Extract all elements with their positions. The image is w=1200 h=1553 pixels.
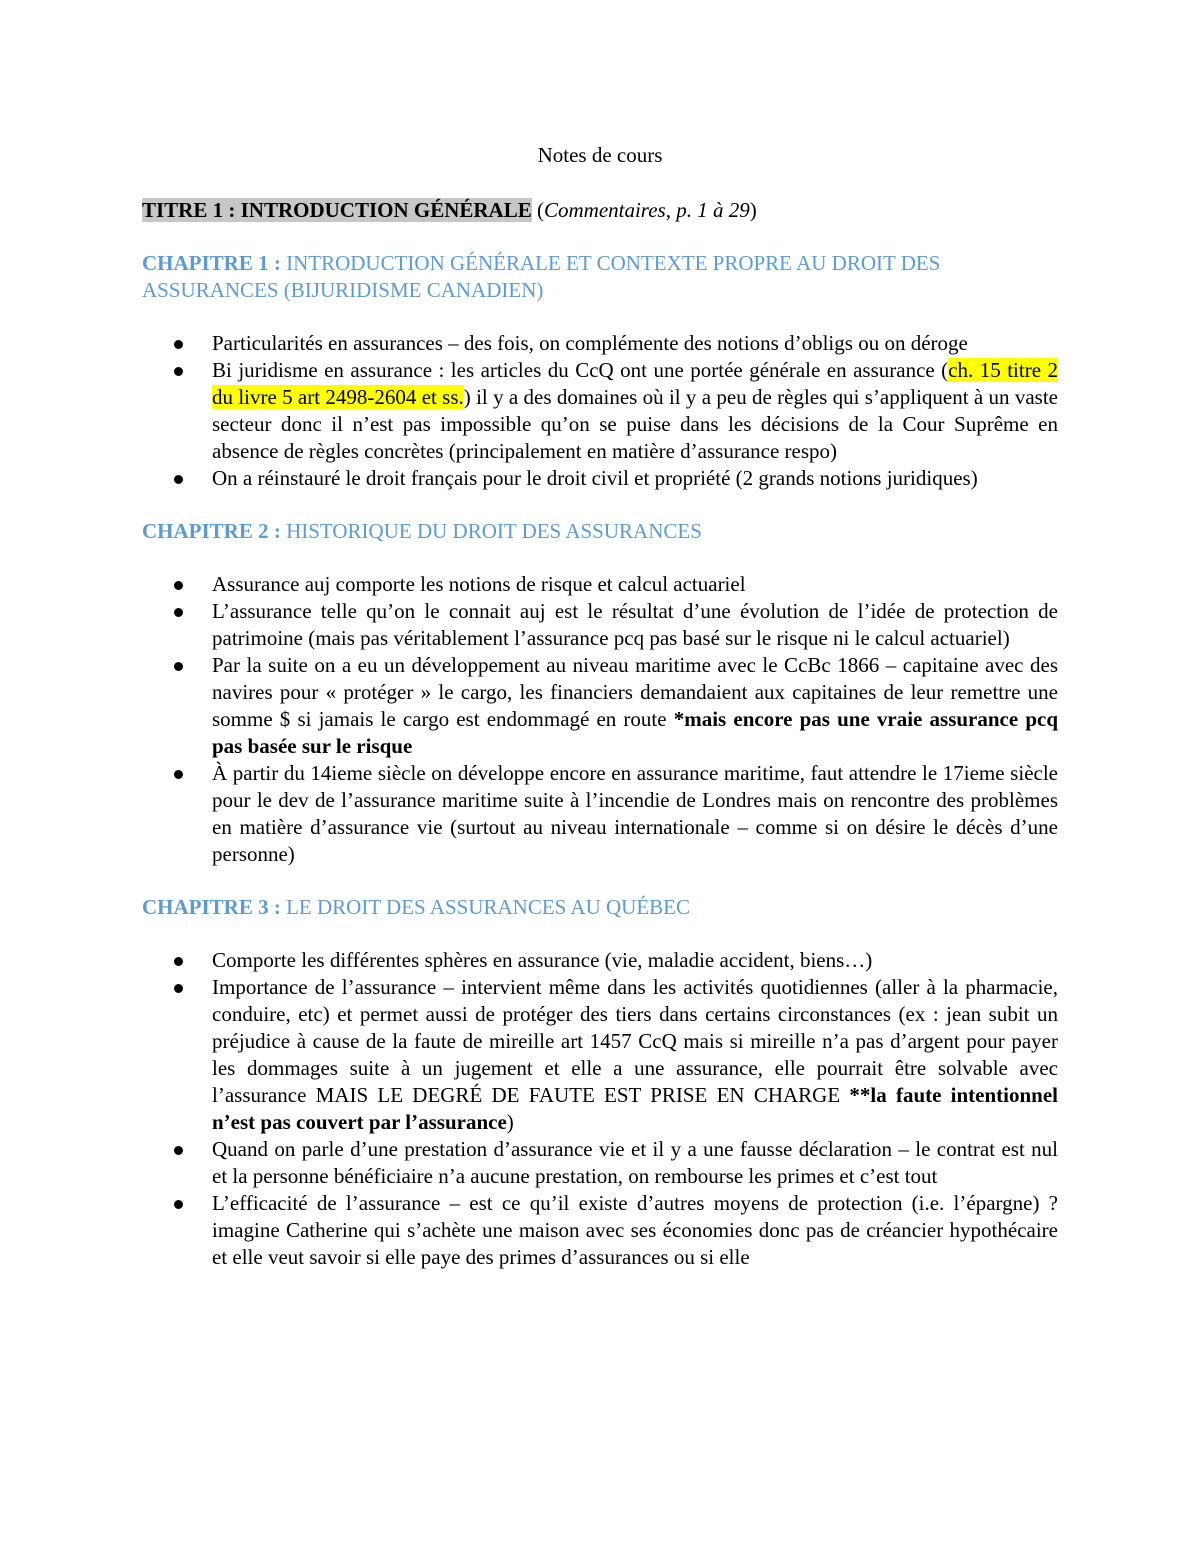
bold-note: **la faute intentionnel n’est pas couvert par l’assurance bbox=[212, 1083, 1058, 1134]
list-item-text: Bi juridisme en assurance : les articles du CcQ ont une portée générale en assurance ( bbox=[212, 358, 949, 382]
titre-ref: Commentaires, p. 1 à 29 bbox=[543, 198, 750, 222]
bullet-icon bbox=[174, 608, 183, 617]
list-item-text: Importance de l’assurance – intervient même dans les activités quotidiennes (aller à la pharmacie, conduire, etc) et permet aussi de protéger des tiers dans certains circonstances (ex : jean subit un préjudice à cause de la faute de mireille art 1457 CcQ mais si mireille n’a pas d’argent pour payer les dommages suite à un jugement et elle a une assurance, elle pourrait être solvable avec l’assurance MAIS LE DEGRÉ DE FAUTE EST PRISE EN CHARGE bbox=[212, 975, 1058, 1107]
list-item bbox=[142, 1190, 1058, 1271]
bullet-icon bbox=[174, 662, 183, 671]
bold-note: *mais encore pas une vraie assurance pcq pas basée sur le risque bbox=[212, 707, 1059, 758]
bullet-icon bbox=[174, 581, 183, 590]
bullet-icon bbox=[174, 340, 183, 349]
chapter-3-heading bbox=[142, 894, 1058, 921]
bullet-icon bbox=[174, 984, 183, 993]
chapter-1-heading bbox=[142, 250, 1058, 304]
titre-ref-open: ( bbox=[531, 198, 544, 222]
list-item-text: Par la suite on a eu un développement au niveau maritime avec le CcBc 1866 – capitaine avec des navires pour « protéger » le cargo, les financiers demandaient aux capitaines de leur remettre une somme $ si jamais le cargo est endommagé en route bbox=[212, 653, 1058, 731]
list-item-text: L’efficacité de l’assurance – est ce qu’il existe d’autres moyens de protection (i.e. l’épargne) ? imagine Catherine qui s’achète une maison avec ses économies donc pas de créancier hypothécaire et elle veut savoir si elle paye des primes d’assurances ou si elle bbox=[212, 1191, 1058, 1269]
bullet-icon bbox=[174, 367, 183, 376]
chapter-1-text: INTRODUCTION GÉNÉRALE ET CONTEXTE PROPRE AU DROIT DES ASSURANCES (BIJURIDISME CANADIEN) bbox=[142, 251, 941, 302]
document-page bbox=[142, 142, 1058, 1271]
list-item bbox=[142, 760, 1058, 868]
highlighted-reference: ch. 15 titre 2 du livre 5 art 2498-2604 et ss. bbox=[212, 358, 1058, 409]
list-item bbox=[142, 465, 1058, 492]
titre-label: TITRE 1 : INTRODUCTION GÉNÉRALE bbox=[142, 198, 532, 222]
chapter-2-list bbox=[142, 571, 1058, 868]
list-item bbox=[142, 652, 1058, 760]
list-item-text: On a réinstauré le droit français pour le droit civil et propriété (2 grands notions juridiques) bbox=[212, 466, 978, 490]
chapter-2-heading bbox=[142, 518, 1058, 545]
document-title: Notes de cours bbox=[537, 143, 663, 167]
list-item bbox=[142, 357, 1058, 465]
chapter-3-list bbox=[142, 947, 1058, 1271]
bullet-icon bbox=[174, 475, 183, 484]
titre-heading bbox=[142, 197, 1058, 224]
list-item-text: Assurance auj comporte les notions de risque et calcul actuariel bbox=[212, 572, 746, 596]
list-item-text: ) bbox=[506, 1110, 514, 1134]
list-item-text: À partir du 14ieme siècle on développe encore en assurance maritime, faut attendre le 17ieme siècle pour le dev de l’assurance maritime suite à l’incendie de Londres mais on rencontre des problèmes en matière d’assurance vie (surtout au niveau internationale – comme si on désire le décès d’une personne) bbox=[212, 761, 1058, 866]
chapter-1-label: CHAPITRE 1 : bbox=[142, 251, 281, 275]
list-item-text: Quand on parle d’une prestation d’assurance vie et il y a une fausse déclaration – le contrat est nul et la personne bénéficiaire n’a aucune prestation, on rembourse les primes et c’est tout bbox=[212, 1137, 1058, 1188]
bullet-icon bbox=[174, 957, 183, 966]
bullet-icon bbox=[174, 770, 183, 779]
chapter-1-list bbox=[142, 330, 1058, 492]
list-item-text: Comporte les différentes sphères en assurance (vie, maladie accident, biens…) bbox=[212, 948, 873, 972]
list-item bbox=[142, 974, 1058, 1136]
titre-ref-close: ) bbox=[749, 198, 757, 222]
list-item-text: L’assurance telle qu’on le connait auj est le résultat d’une évolution de l’idée de protection de patrimoine (mais pas véritablement l’assurance pcq pas basé sur le risque ni le calcul actuariel) bbox=[212, 599, 1058, 650]
chapter-2-text: HISTORIQUE DU DROIT DES ASSURANCES bbox=[280, 519, 702, 543]
list-item bbox=[142, 598, 1058, 652]
list-item bbox=[142, 330, 1058, 357]
chapter-3-text: LE DROIT DES ASSURANCES AU QUÉBEC bbox=[280, 895, 691, 919]
list-item bbox=[142, 571, 1058, 598]
list-item bbox=[142, 947, 1058, 974]
chapter-3-label: CHAPITRE 3 : bbox=[142, 895, 281, 919]
list-item-text: ) il y a des domaines où il y a peu de règles qui s’appliquent à un vaste secteur donc il n’est pas impossible qu’on se puise dans les décisions de la Cour Suprême en absence de règles concrètes (principalement en matière d’assurance respo) bbox=[212, 385, 1058, 463]
bullet-icon bbox=[174, 1146, 183, 1155]
list-item bbox=[142, 1136, 1058, 1190]
chapter-2-label: CHAPITRE 2 : bbox=[142, 519, 281, 543]
list-item-text: Particularités en assurances – des fois, on complémente des notions d’obligs ou on déroge bbox=[212, 331, 968, 355]
bullet-icon bbox=[174, 1200, 183, 1209]
